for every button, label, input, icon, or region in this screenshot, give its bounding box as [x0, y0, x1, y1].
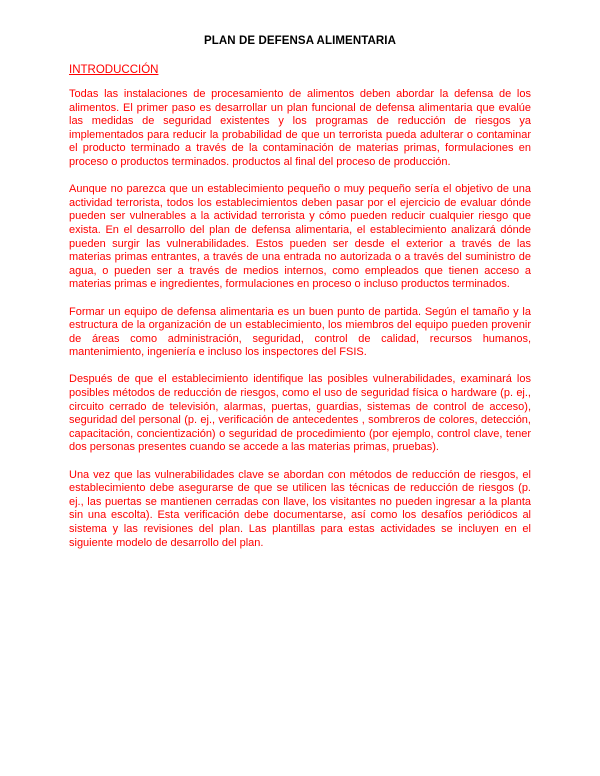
paragraph: Formar un equipo de defensa alimentaria es un buen punto de partida. Según el tamaño y la estructura de la organización de un establecimiento, los miembros del equipo pueden provenir de áreas como administración, seguridad, control de calidad, recursos humanos, mantenimiento, ingeniería e incluso los inspectores del FSIS. — [69, 305, 531, 359]
paragraph: Aunque no parezca que un establecimiento pequeño o muy pequeño sería el objetivo de una actividad terrorista, todos los establecimientos deben pasar por el ejercicio de evaluar dónde pueden ser vulnerables a la actividad terrorista y cómo pueden reducir cualquier riesgo que exista. En el desarrollo del plan de defensa alimentaria, el establecimiento analizará dónde pueden surgir las vulnerabilidades. Estos pueden ser desde el exterior a través de las materias primas entrantes, a través de una entrada no autorizada o a través del suministro de agua, o pueden ser a través de medios internos, como empleados que tienen acceso a materias primas e ingredientes, formulaciones en proceso o incluso productos terminados. — [69, 183, 531, 291]
paragraph: Una vez que las vulnerabilidades clave se abordan con métodos de reducción de riesgos, el establecimiento debe asegurarse de que se utilicen las técnicas de reducción de riesgos (p. ej., las puertas se mantienen cerradas con llave, los visitantes no pueden ingresar a la planta sin una escolta). Esta verificación debe documentarse, así como los desafíos periódicos al sistema y las revisiones del plan. Las plantillas para estas actividades se incluyen en el siguiente modelo de desarrollo del plan. — [69, 468, 531, 549]
document-title: PLAN DE DEFENSA ALIMENTARIA — [203, 35, 397, 47]
section-heading-introduccion: INTRODUCCIÓN — [69, 64, 159, 76]
paragraph: Todas las instalaciones de procesamiento de alimentos deben abordar la defensa de los alimentos. El primer paso es desarrollar un plan funcional de defensa alimentaria que evalúe las medidas de seguridad existentes y los programas de reducción de riesgos ya implementados para reducir la probabilidad de que un terrorista pueda adulterar o contaminar el producto terminado a través de la contaminación de materias primas, formulaciones en proceso o productos terminados. productos al final del proceso de producción. — [69, 88, 531, 168]
document-body — [69, 88, 531, 564]
paragraph: Después de que el establecimiento identifique las posibles vulnerabilidades, examinará los posibles métodos de reducción de riesgos, como el uso de seguridad física o hardware (p. ej., circuito cerrado de televisión, alarmas, puertas, guardias, sistemas de control de acceso), seguridad del personal (p. ej., verificación de antecedentes , sombreros de colores, detección, capacitación, concientización) o seguridad de procedimiento (por ejemplo, control clave, tener dos personas presentes cuando se accede a las materias primas, pruebas). — [69, 373, 531, 454]
